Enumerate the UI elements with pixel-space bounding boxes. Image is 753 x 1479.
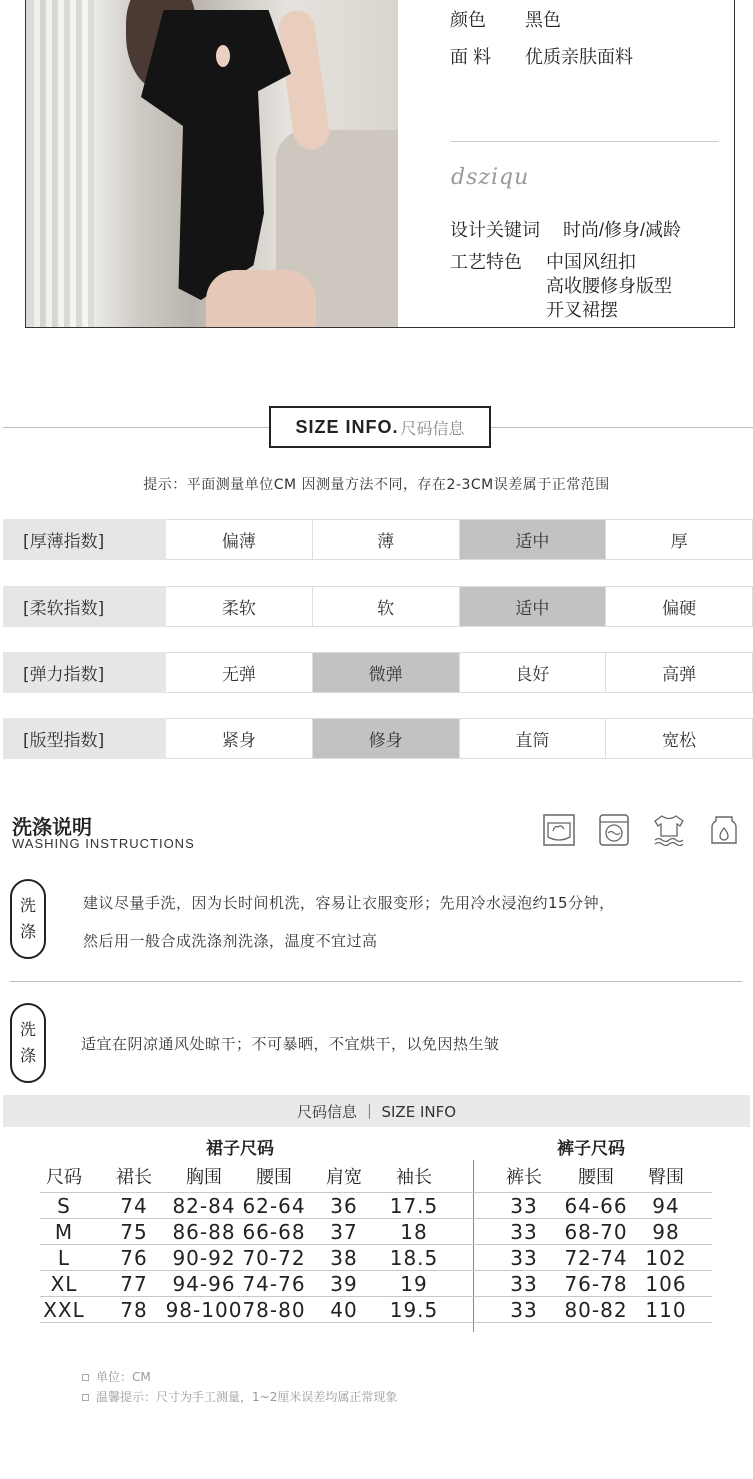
measure-cell: 66-68 xyxy=(242,1220,306,1244)
washing-subtitle: WASHING INSTRUCTIONS xyxy=(12,836,195,851)
column-header: 腰围 xyxy=(578,1167,614,1188)
divider xyxy=(451,141,719,142)
model-leg xyxy=(206,270,316,327)
index-option: 紧身 xyxy=(166,718,313,759)
measure-cell: 77 xyxy=(120,1272,148,1296)
index-row xyxy=(3,519,753,560)
dry-badge: 洗 涤 xyxy=(10,1003,46,1083)
measure-cell: 94 xyxy=(652,1194,680,1218)
row-rule xyxy=(40,1322,712,1323)
measure-cell: 98 xyxy=(652,1220,680,1244)
measure-cell: 74 xyxy=(120,1194,148,1218)
keyword-value: 时尚/修身/减龄 xyxy=(563,220,682,240)
dress-cutout xyxy=(216,45,230,67)
measure-cell: 18.5 xyxy=(389,1246,439,1270)
wash-instruction: 然后用一般合成洗涤剂洗涤，温度不宜过高 xyxy=(83,932,378,950)
size-chart-bar: 尺码信息 ｜ SIZE INFO xyxy=(3,1095,750,1127)
skirt-size-title: 裙子尺码 xyxy=(206,1139,274,1159)
measure-cell: 76-78 xyxy=(564,1272,628,1296)
column-header: 尺码 xyxy=(46,1167,82,1188)
craft-value: 中国风纽扣 xyxy=(546,252,636,272)
index-label: [弹力指数] xyxy=(3,652,166,693)
column-header: 裙长 xyxy=(116,1167,152,1188)
wash-badge: 洗 涤 xyxy=(10,879,46,959)
index-option: 修身 xyxy=(313,718,460,759)
index-option: 良好 xyxy=(460,652,607,693)
index-option: 直筒 xyxy=(460,718,607,759)
row-rule xyxy=(40,1296,712,1297)
index-option: 柔软 xyxy=(166,586,313,627)
measure-cell: 80-82 xyxy=(564,1298,628,1322)
size-info-title-cn: 尺码信息 xyxy=(400,418,465,438)
fabric-value: 优质亲肤面料 xyxy=(525,47,633,67)
size-cell: S xyxy=(57,1194,71,1218)
wash-separator xyxy=(10,981,742,982)
measure-cell: 33 xyxy=(510,1246,538,1270)
model-arm xyxy=(276,8,331,152)
measure-cell: 74-76 xyxy=(242,1272,306,1296)
index-label: [厚薄指数] xyxy=(3,519,166,560)
measure-cell: 78 xyxy=(120,1298,148,1322)
measure-cell: 33 xyxy=(510,1298,538,1322)
measure-cell: 98-100 xyxy=(165,1298,243,1322)
size-info-title-en: SIZE INFO. xyxy=(295,416,399,437)
size-info-heading xyxy=(269,406,491,448)
index-option: 高弹 xyxy=(606,652,753,693)
measure-cell: 106 xyxy=(645,1272,687,1296)
craft-value: 开叉裙摆 xyxy=(546,300,618,320)
measure-cell: 36 xyxy=(330,1194,358,1218)
index-option: 偏硬 xyxy=(606,586,753,627)
model-photo xyxy=(26,0,398,327)
column-header: 腰围 xyxy=(256,1167,292,1188)
measure-cell: 110 xyxy=(645,1298,687,1322)
measure-cell: 33 xyxy=(510,1194,538,1218)
measure-cell: 62-64 xyxy=(242,1194,306,1218)
measure-cell: 38 xyxy=(330,1246,358,1270)
warm-tip-note: 温馨提示：尺寸为手工测量，1~2厘米误差均属正常现象 xyxy=(82,1388,397,1405)
index-row xyxy=(3,586,753,627)
row-rule xyxy=(40,1244,712,1245)
index-option: 适中 xyxy=(460,586,607,627)
index-option: 薄 xyxy=(313,519,460,560)
measure-cell: 94-96 xyxy=(172,1272,236,1296)
dry-instruction: 适宜在阴凉通风处晾干；不可暴晒，不宜烘干，以免因热生皱 xyxy=(81,1035,500,1053)
measure-cell: 19.5 xyxy=(389,1298,439,1322)
index-option: 适中 xyxy=(460,519,607,560)
table-divider xyxy=(473,1160,474,1332)
keyword-label: 设计关键词 xyxy=(450,220,540,240)
measure-cell: 64-66 xyxy=(564,1194,628,1218)
measure-cell: 72-74 xyxy=(564,1246,628,1270)
index-option: 软 xyxy=(313,586,460,627)
column-header: 肩宽 xyxy=(326,1167,362,1188)
index-label: [柔软指数] xyxy=(3,586,166,627)
color-label: 颜色 xyxy=(450,10,486,30)
size-cell: L xyxy=(57,1246,71,1270)
column-header: 胸围 xyxy=(186,1167,222,1188)
index-option: 偏薄 xyxy=(166,519,313,560)
index-row xyxy=(3,718,753,759)
measure-cell: 19 xyxy=(400,1272,428,1296)
color-value: 黑色 xyxy=(525,10,561,30)
fabric-label: 面 料 xyxy=(450,47,492,67)
measure-cell: 102 xyxy=(645,1246,687,1270)
column-header: 臀围 xyxy=(648,1167,684,1188)
curtain xyxy=(34,0,94,327)
size-cell: M xyxy=(54,1220,74,1244)
unit-note: 单位：CM xyxy=(82,1368,151,1385)
craft-value: 高收腰修身版型 xyxy=(546,276,672,296)
measure-cell: 75 xyxy=(120,1220,148,1244)
index-option: 宽松 xyxy=(606,718,753,759)
detergent-icon xyxy=(707,813,741,847)
column-header: 袖长 xyxy=(396,1167,432,1188)
measure-cell: 33 xyxy=(510,1272,538,1296)
washing-title: 洗涤说明 xyxy=(12,815,92,839)
measure-cell: 82-84 xyxy=(172,1194,236,1218)
row-rule xyxy=(40,1192,712,1193)
measure-cell: 90-92 xyxy=(172,1246,236,1270)
index-option: 微弹 xyxy=(313,652,460,693)
measure-cell: 18 xyxy=(400,1220,428,1244)
size-cell: XXL xyxy=(43,1298,85,1322)
index-option: 厚 xyxy=(606,519,753,560)
row-rule xyxy=(40,1270,712,1271)
row-rule xyxy=(40,1218,712,1219)
hand-wash-icon xyxy=(542,813,576,847)
brand-signature: dsziqu xyxy=(451,165,530,190)
measure-cell: 17.5 xyxy=(389,1194,439,1218)
measure-cell: 76 xyxy=(120,1246,148,1270)
wash-instruction: 建议尽量手洗，因为长时间机洗，容易让衣服变形；先用冷水浸泡约15分钟， xyxy=(83,894,615,912)
column-header: 裤长 xyxy=(506,1167,542,1188)
measure-cell: 70-72 xyxy=(242,1246,306,1270)
measurement-tip: 提示：平面测量单位CM 因测量方法不同，存在2-3CM误差属于正常范围 xyxy=(143,477,610,493)
measure-cell: 86-88 xyxy=(172,1220,236,1244)
pants-size-title: 裤子尺码 xyxy=(557,1139,625,1159)
index-row xyxy=(3,652,753,693)
measure-cell: 37 xyxy=(330,1220,358,1244)
measure-cell: 33 xyxy=(510,1220,538,1244)
index-option: 无弹 xyxy=(166,652,313,693)
craft-label: 工艺特色 xyxy=(450,252,522,272)
measure-cell: 39 xyxy=(330,1272,358,1296)
index-label: [版型指数] xyxy=(3,718,166,759)
measure-cell: 68-70 xyxy=(564,1220,628,1244)
machine-wash-icon xyxy=(597,813,631,847)
water-temp-icon xyxy=(652,813,686,847)
size-cell: XL xyxy=(50,1272,78,1296)
measure-cell: 78-80 xyxy=(242,1298,306,1322)
measure-cell: 40 xyxy=(330,1298,358,1322)
product-card xyxy=(25,0,735,328)
